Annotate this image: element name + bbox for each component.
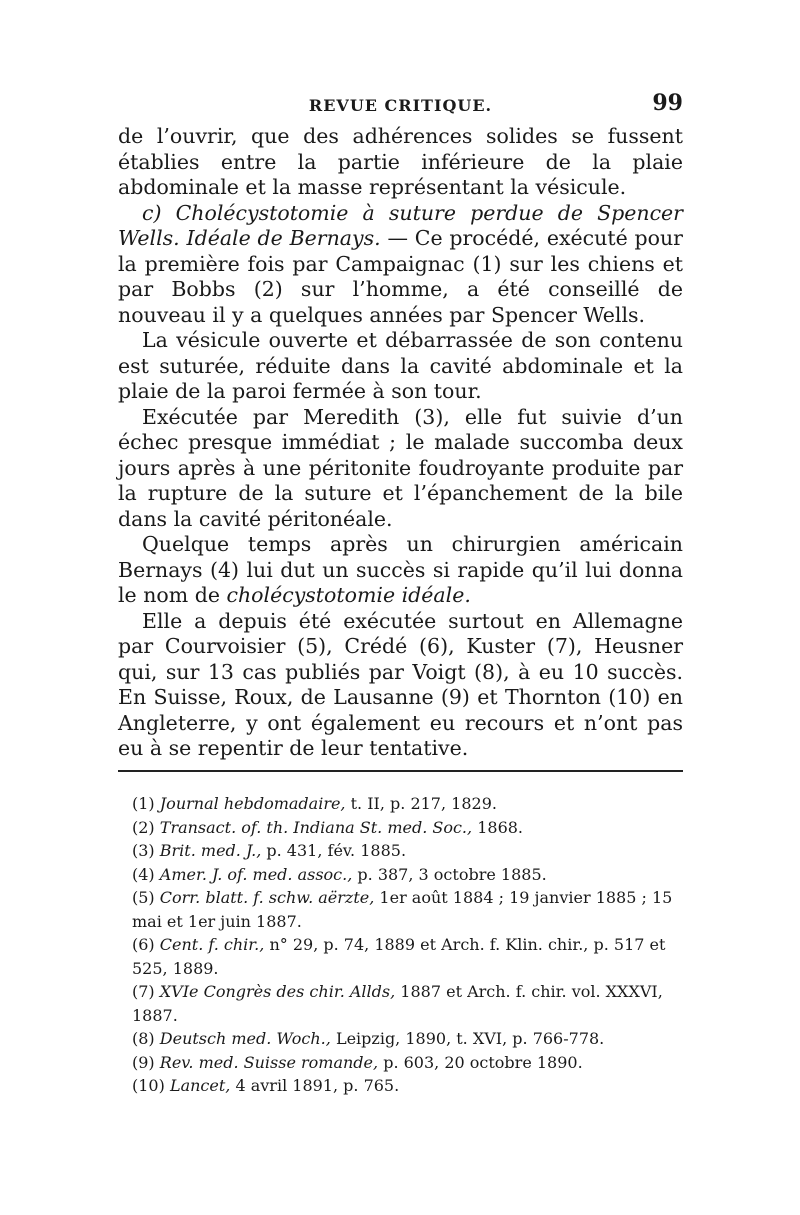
paragraph-5 [118,532,683,609]
footnote-title: Lancet, [169,1076,231,1095]
footnote-title: Brit. med. J., [159,841,262,860]
footnote-text: p. 603, 20 octobre 1890. [383,1052,583,1072]
footnote-title: Corr. blatt. f. schw. aërzte, [159,888,375,907]
footnote-number: (10) [132,1076,165,1095]
footnote-divider [118,770,683,772]
section-label: c) [142,200,162,225]
page-number: 99 [652,90,683,116]
paragraph-4: Exécutée par Meredith (3), elle fut suivie d’un échec presque immédiat ; le malade succomba deux jours après à une péritonite foudroyante produite par la rupture de la suture et l’épanchement de la bile dans la cavité péritonéale. [118,404,683,531]
footnote-title: Journal hebdomadaire, [159,794,346,813]
footnote-number: (8) [132,1029,155,1048]
footnote-number: (9) [132,1052,155,1072]
paragraph-2-text: — Ce procédé, exécuté pour la première fois par Campaignac (1) sur les chiens et par Bobbs (2) sur l’homme, a été conseillé de nouveau il y a quelques années par Spencer Wells. [118,226,683,327]
footnote [118,863,683,887]
footnote-number: (6) [132,935,155,954]
footnote-text: 1er août 1884 ; 19 janvier 1885 ; 15 mai et 1er juin 1887. [132,888,673,931]
footnote-text: p. 431, fév. 1885. [266,841,407,860]
footnote-number: (1) [132,794,155,813]
paragraph-3: La vésicule ouverte et débarrassée de son contenu est suturée, réduite dans la cavité abdominale et la plaie de la paroi fermée à son tour. [118,328,683,403]
footnote-title: Cent. f. chir., [159,935,265,954]
footnotes [118,792,683,1098]
footnote-number: (2) [132,817,155,837]
footnote-text: n° 29, p. 74, 1889 et Arch. f. Klin. chir., p. 517 et 525, 1889. [132,935,666,978]
footnote [118,1027,683,1051]
footnote [118,792,683,816]
footnote-text: 4 avril 1891, p. 765. [235,1076,400,1095]
body-text [118,124,683,762]
section-title: Cholécystotomie à suture perdue de Spencer Wells. Idéale de Bernays. [118,200,683,250]
paragraph-1: de l’ouvrir, que des adhérences solides se fussent établies entre la partie inférieure de la plaie abdominale et la masse représentant la vésicule. [118,124,683,199]
paragraph-2 [118,201,683,329]
footnote-number: (5) [132,888,155,907]
page-header [118,90,683,122]
paragraph-6: Elle a depuis été exécutée surtout en Allemagne par Courvoisier (5), Crédé (6), Kuster (7), Heusner qui, sur 13 cas publiés par Voigt (8), à eu 10 succès. En Suisse, Roux, de Lausanne (9) et Thornton (10) en Angleterre, y ont également eu recours et n’ont pas eu à se repentir de leur tentative. [118,608,683,760]
paragraph-5-text: Quelque temps après un chirurgien américain Bernays (4) lui dut un succès si rapide qu’il lui donna le nom de [118,532,683,607]
footnote-text: Leipzig, 1890, t. XVI, p. 766-778. [335,1029,605,1048]
footnote-title: Transact. of. th. Indiana St. med. Soc., [159,817,473,837]
footnote [118,980,683,1027]
footnote [118,933,683,980]
footnote-text: 1887 et Arch. f. chir. vol. XXXVI, 1887. [132,982,663,1025]
footnote-number: (3) [132,841,155,860]
footnote-number: (4) [132,864,155,884]
footnote-title: Deutsch med. Woch., [159,1029,331,1048]
footnote [118,1074,683,1098]
footnote [118,1051,683,1075]
footnote [118,816,683,840]
footnote-text: p. 387, 3 octobre 1885. [357,864,547,884]
footnote-title: Amer. J. of. med. assoc., [159,864,353,884]
running-title: REVUE CRITIQUE. [308,96,493,115]
footnote-text: t. II, p. 217, 1829. [350,794,497,813]
footnote [118,839,683,863]
footnote [118,886,683,933]
footnote-text: 1868. [477,817,524,837]
footnote-number: (7) [132,982,155,1001]
footnote-title: XVIe Congrès des chir. Allds, [159,982,396,1001]
footnote-title: Rev. med. Suisse romande, [159,1052,379,1072]
italic-term: cholécystotomie idéale. [226,583,471,607]
